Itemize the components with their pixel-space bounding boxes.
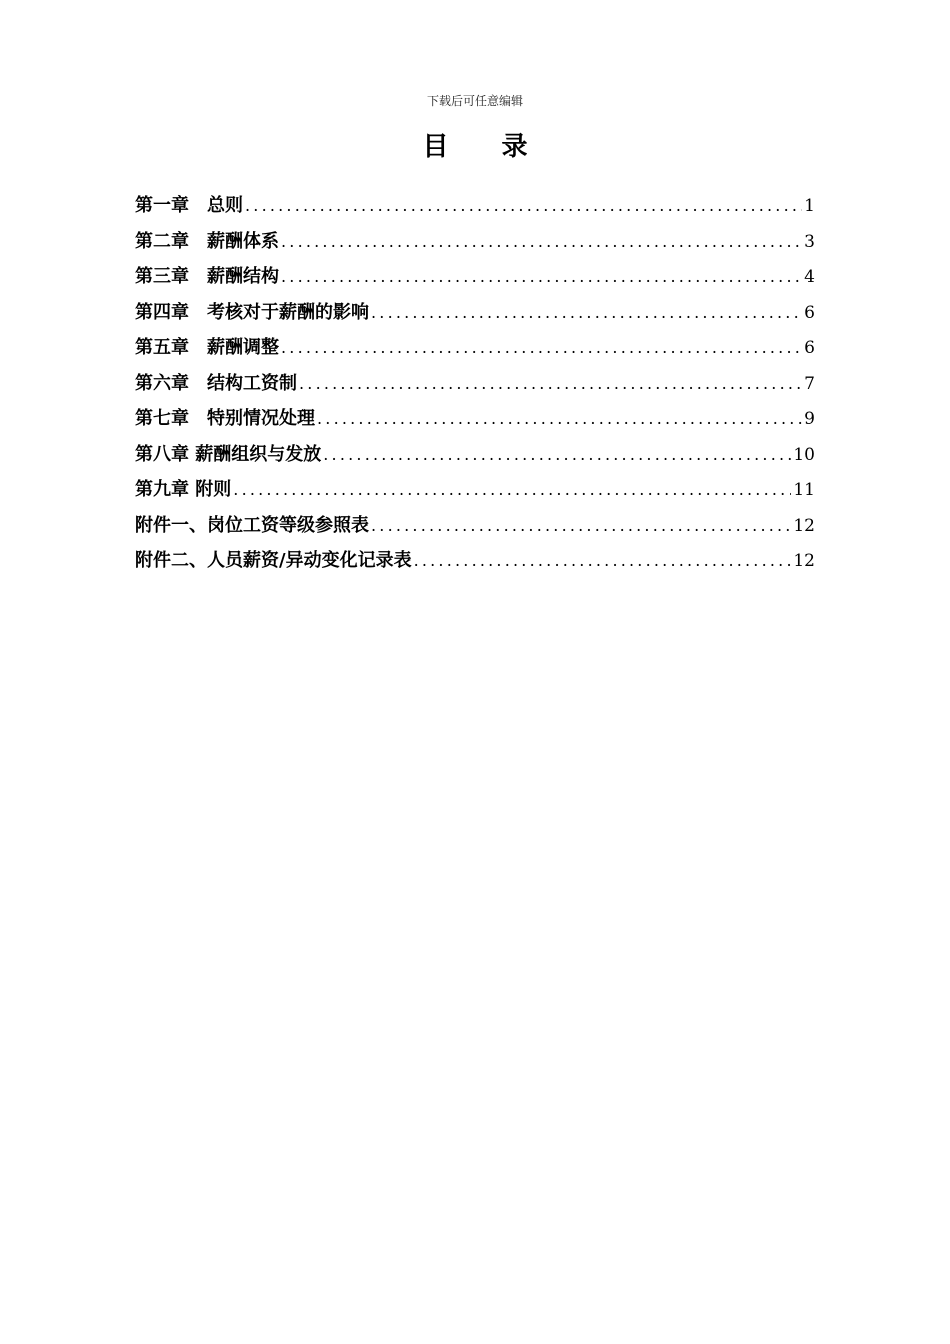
toc-entry-label: 第四章 考核对于薪酬的影响 [135, 301, 369, 323]
toc-entry-label: 第九章 附则 [135, 479, 232, 500]
toc-entry-chapter-2[interactable] [135, 227, 815, 263]
toc-entry-chapter-4[interactable] [135, 298, 815, 334]
toc-entry-appendix-2[interactable] [135, 546, 815, 582]
toc-entry-page: 11 [793, 480, 815, 500]
toc-entry-page: 9 [804, 409, 815, 429]
toc-entry-page: 10 [793, 444, 815, 465]
toc-entry-page: 4 [804, 267, 815, 287]
header-note: 下载后可任意编辑 [426, 94, 523, 108]
dot-leader [281, 338, 802, 357]
toc-entry-page: 12 [793, 551, 815, 571]
toc-entry-label: 附件二、人员薪资/异动变化记录表 [135, 550, 412, 571]
toc-entry-label: 附件一、岗位工资等级参照表 [135, 514, 369, 536]
toc-entry-chapter-7[interactable] [135, 404, 815, 440]
dot-leader [317, 409, 802, 428]
dot-leader [233, 480, 791, 499]
toc-entry-appendix-1[interactable] [135, 511, 815, 547]
toc-entry-page: 6 [804, 338, 815, 358]
toc-entry-chapter-5[interactable] [135, 333, 815, 369]
table-of-contents [135, 191, 815, 582]
toc-entry-label: 第八章 薪酬组织与发放 [135, 443, 322, 465]
toc-entry-chapter-3[interactable] [135, 262, 815, 298]
toc-entry-label: 第七章 特别情况处理 [135, 408, 315, 429]
toc-entry-label: 第六章 结构工资制 [135, 372, 297, 394]
dot-leader [281, 267, 802, 286]
toc-entry-chapter-8[interactable] [135, 440, 815, 476]
dot-leader [323, 445, 791, 464]
toc-entry-chapter-9[interactable] [135, 475, 815, 511]
dot-leader [371, 516, 791, 535]
dot-leader [281, 232, 802, 251]
toc-entry-page: 6 [804, 302, 815, 323]
toc-entry-label: 第二章 薪酬体系 [135, 230, 279, 252]
toc-title: 目 录 [422, 132, 550, 162]
dot-leader [414, 551, 792, 570]
toc-entry-page: 1 [804, 196, 815, 216]
toc-entry-chapter-1[interactable] [135, 191, 815, 227]
dot-leader [245, 196, 802, 215]
toc-entry-page: 3 [804, 231, 815, 252]
dot-leader [371, 303, 802, 322]
toc-entry-page: 7 [804, 373, 815, 394]
dot-leader [299, 374, 802, 393]
toc-entry-label: 第一章 总则 [135, 195, 243, 216]
toc-entry-label: 第五章 薪酬调整 [135, 337, 279, 358]
toc-entry-page: 12 [793, 515, 815, 536]
toc-entry-chapter-6[interactable] [135, 369, 815, 405]
toc-entry-label: 第三章 薪酬结构 [135, 266, 279, 287]
